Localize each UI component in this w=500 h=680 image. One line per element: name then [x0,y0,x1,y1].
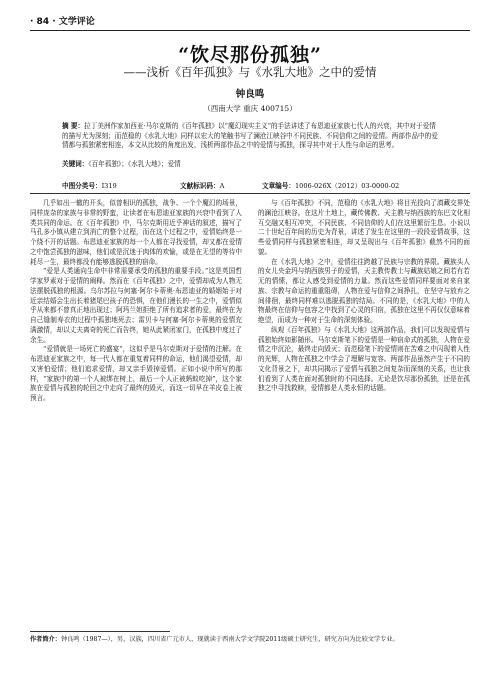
body-column-right [258,199,470,627]
running-head: · 84 · 文学评论 [30,17,95,27]
metadata-divider [30,193,470,194]
keywords [62,160,438,170]
body-paragraph: “爱情就是一场死亡的盛宴”，这似乎是马尔克斯对于爱情的注解。在布恩迪亚家族之中，每一代人都在重复着同样的命运，他们渴望爱情，却又害怕爱情；他们追求爱情，却又亲手毁掉爱情。正如小说中所写的那样，“家族中的第一个人被绑在树上，最后一个人正被蚂蚁吃掉”，这个家族在爱情与孤独的轮回之中走向了最终的毁灭，而这一切早在羊皮卷上被预言。 [30,345,242,402]
keywords-text: 《百年孤独》；《水乳大地》；爱情 [88,160,181,168]
abstract-text: 拉丁美洲作家加西亚·马尔克斯的《百年孤独》以“魔幻现实主义”的手法讲述了布恩迪亚家族七代人的兴衰，其中对于爱情的描写尤为深刻；而范稳的《水乳大地》同样以宏大的笔触书写了澜沧江峡谷中不同民族、不同信仰之间的爱情。两部作品中的爱情都与孤独紧密相连，本文从比较的角度出发，浅析两部作品之中的爱情与孤独，探寻其中对于人性与命运的思考。 [62,122,438,150]
body-paragraph: 与《百年孤独》不同，范稳的《水乳大地》将目光投向了滇藏交界处的澜沧江峡谷。在这片土地上，藏传佛教、天主教与纳西族的东巴文化相互交融又相互冲突，不同民族、不同信仰的人们在这里繁衍生息。小说以二十世纪百年间的历史为背景，讲述了发生在这里的一段段爱情故事，这些爱情同样与孤独紧密相连，却又呈现出与《百年孤独》截然不同的面貌。 [258,199,470,256]
article-title: “饮尽那份孤独” [178,44,322,66]
author-bio-footnote [30,635,470,644]
body-paragraph: 几乎如出一辙的开头，似曾相识的孤独，战争、一个个魔幻的场景，同样庞杂的家族与非常的野蛮，让读者在布恩迪亚家族的兴衰中看到了人类共同的命运。在《百年孤独》中，马尔克斯用近乎神话的叙述，描写了马孔多小镇从建立到消亡的整个过程，而在这个过程之中，爱情始终是一个绕不开的话题。布恩迪亚家族的每一个人都在寻找爱情，却又都在爱情之中饱尝孤独的滋味，他们或是沉迷于肉体的欢愉，或是在无望的等待中耗尽一生，最终都没有能够逃脱孤独的宿命。 [30,199,242,266]
body-paragraph: “爱是人类通向生命中非常需要承受的孤独的重要手段。”这是英国哲学家罗素对于爱情的阐释。然而在《百年孤独》之中，爱情却成为人物无法摆脱孤独的根源。乌尔苏拉与何塞·阿尔卡蒂奥·布恩迪亚的婚姻始于对近亲结婚会生出长着猪尾巴孩子的恐惧，在他们漫长的一生之中，爱情似乎从来都不曾真正地出现过；阿玛兰妲拒绝了所有追求者的爱，最终在为自己缝制寿衣的过程中孤独地死去；雷贝卡与何塞·阿尔卡蒂奥的爱情充满激情，却以丈夫离奇的死亡而告终，她从此紧闭家门，在孤独中度过了余生。 [30,267,242,344]
footnote-label: 作者简介： [30,636,61,643]
footnote-text: 钟良鸣（1987—），男，汉族，四川省广元市人，现就读于西南大学文学院2011级硕士研究生，研究方向为比较文学专业。 [60,636,399,643]
author-name: 钟良鸣 [235,89,265,100]
keywords-label: 关键词： [62,160,89,168]
footnote-divider [30,631,170,632]
header-divider [30,30,470,31]
article-metadata [62,180,438,190]
body-column-left [30,199,242,627]
clc-number: 中图分类号：I319 [62,182,117,190]
abstract [62,122,438,151]
document-code: 文献标识码：A [180,182,225,190]
article-id: 文章编号：1006-026X（2012）03-0000-02 [262,182,400,190]
abstract-label: 摘 要： [62,122,85,130]
body-paragraph: 纵观《百年孤独》与《水乳大地》这两部作品，我们可以发现爱情与孤独始终如影随形。马尔克斯笔下的爱情是一种宿命式的孤独，人物在爱情之中沉沦，最终走向毁灭；而范稳笔下的爱情则在苦难之中闪现着人性的光辉，人物在孤独之中学会了理解与宽容。两部作品虽然产生于不同的文化背景之下，却共同揭示了爱情与孤独之间复杂而深刻的关系，也让我们看到了人类在面对孤独时的不同选择。无论是饮尽那份孤独，还是在孤独之中寻找救赎，爱情都是人类永恒的话题。 [258,325,470,393]
article-subtitle: ——浅析《百年孤独》与《水乳大地》之中的爱情 [123,65,377,79]
body-paragraph: 在《水乳大地》之中，爱情往往跨越了民族与宗教的界限。藏族头人的女儿央金玛与纳西族男子的爱情，天主教传教士与藏族姑娘之间若有若无的情愫，都让人感受到爱情的力量。然而这些爱情同样要面对来自家族、宗教与命运的重重阻碍，人物在爱与信仰之间挣扎，在坚守与放弃之间徘徊，最终同样难以逃脱孤独的结局。不同的是，《水乳大地》中的人物最终在信仰与包容之中找到了心灵的归宿，孤独在这里不再仅仅意味着绝望，而成为一种对于生命的深刻体验。 [258,257,470,324]
author-affiliation: （西南大学 重庆 400715） [203,104,297,113]
